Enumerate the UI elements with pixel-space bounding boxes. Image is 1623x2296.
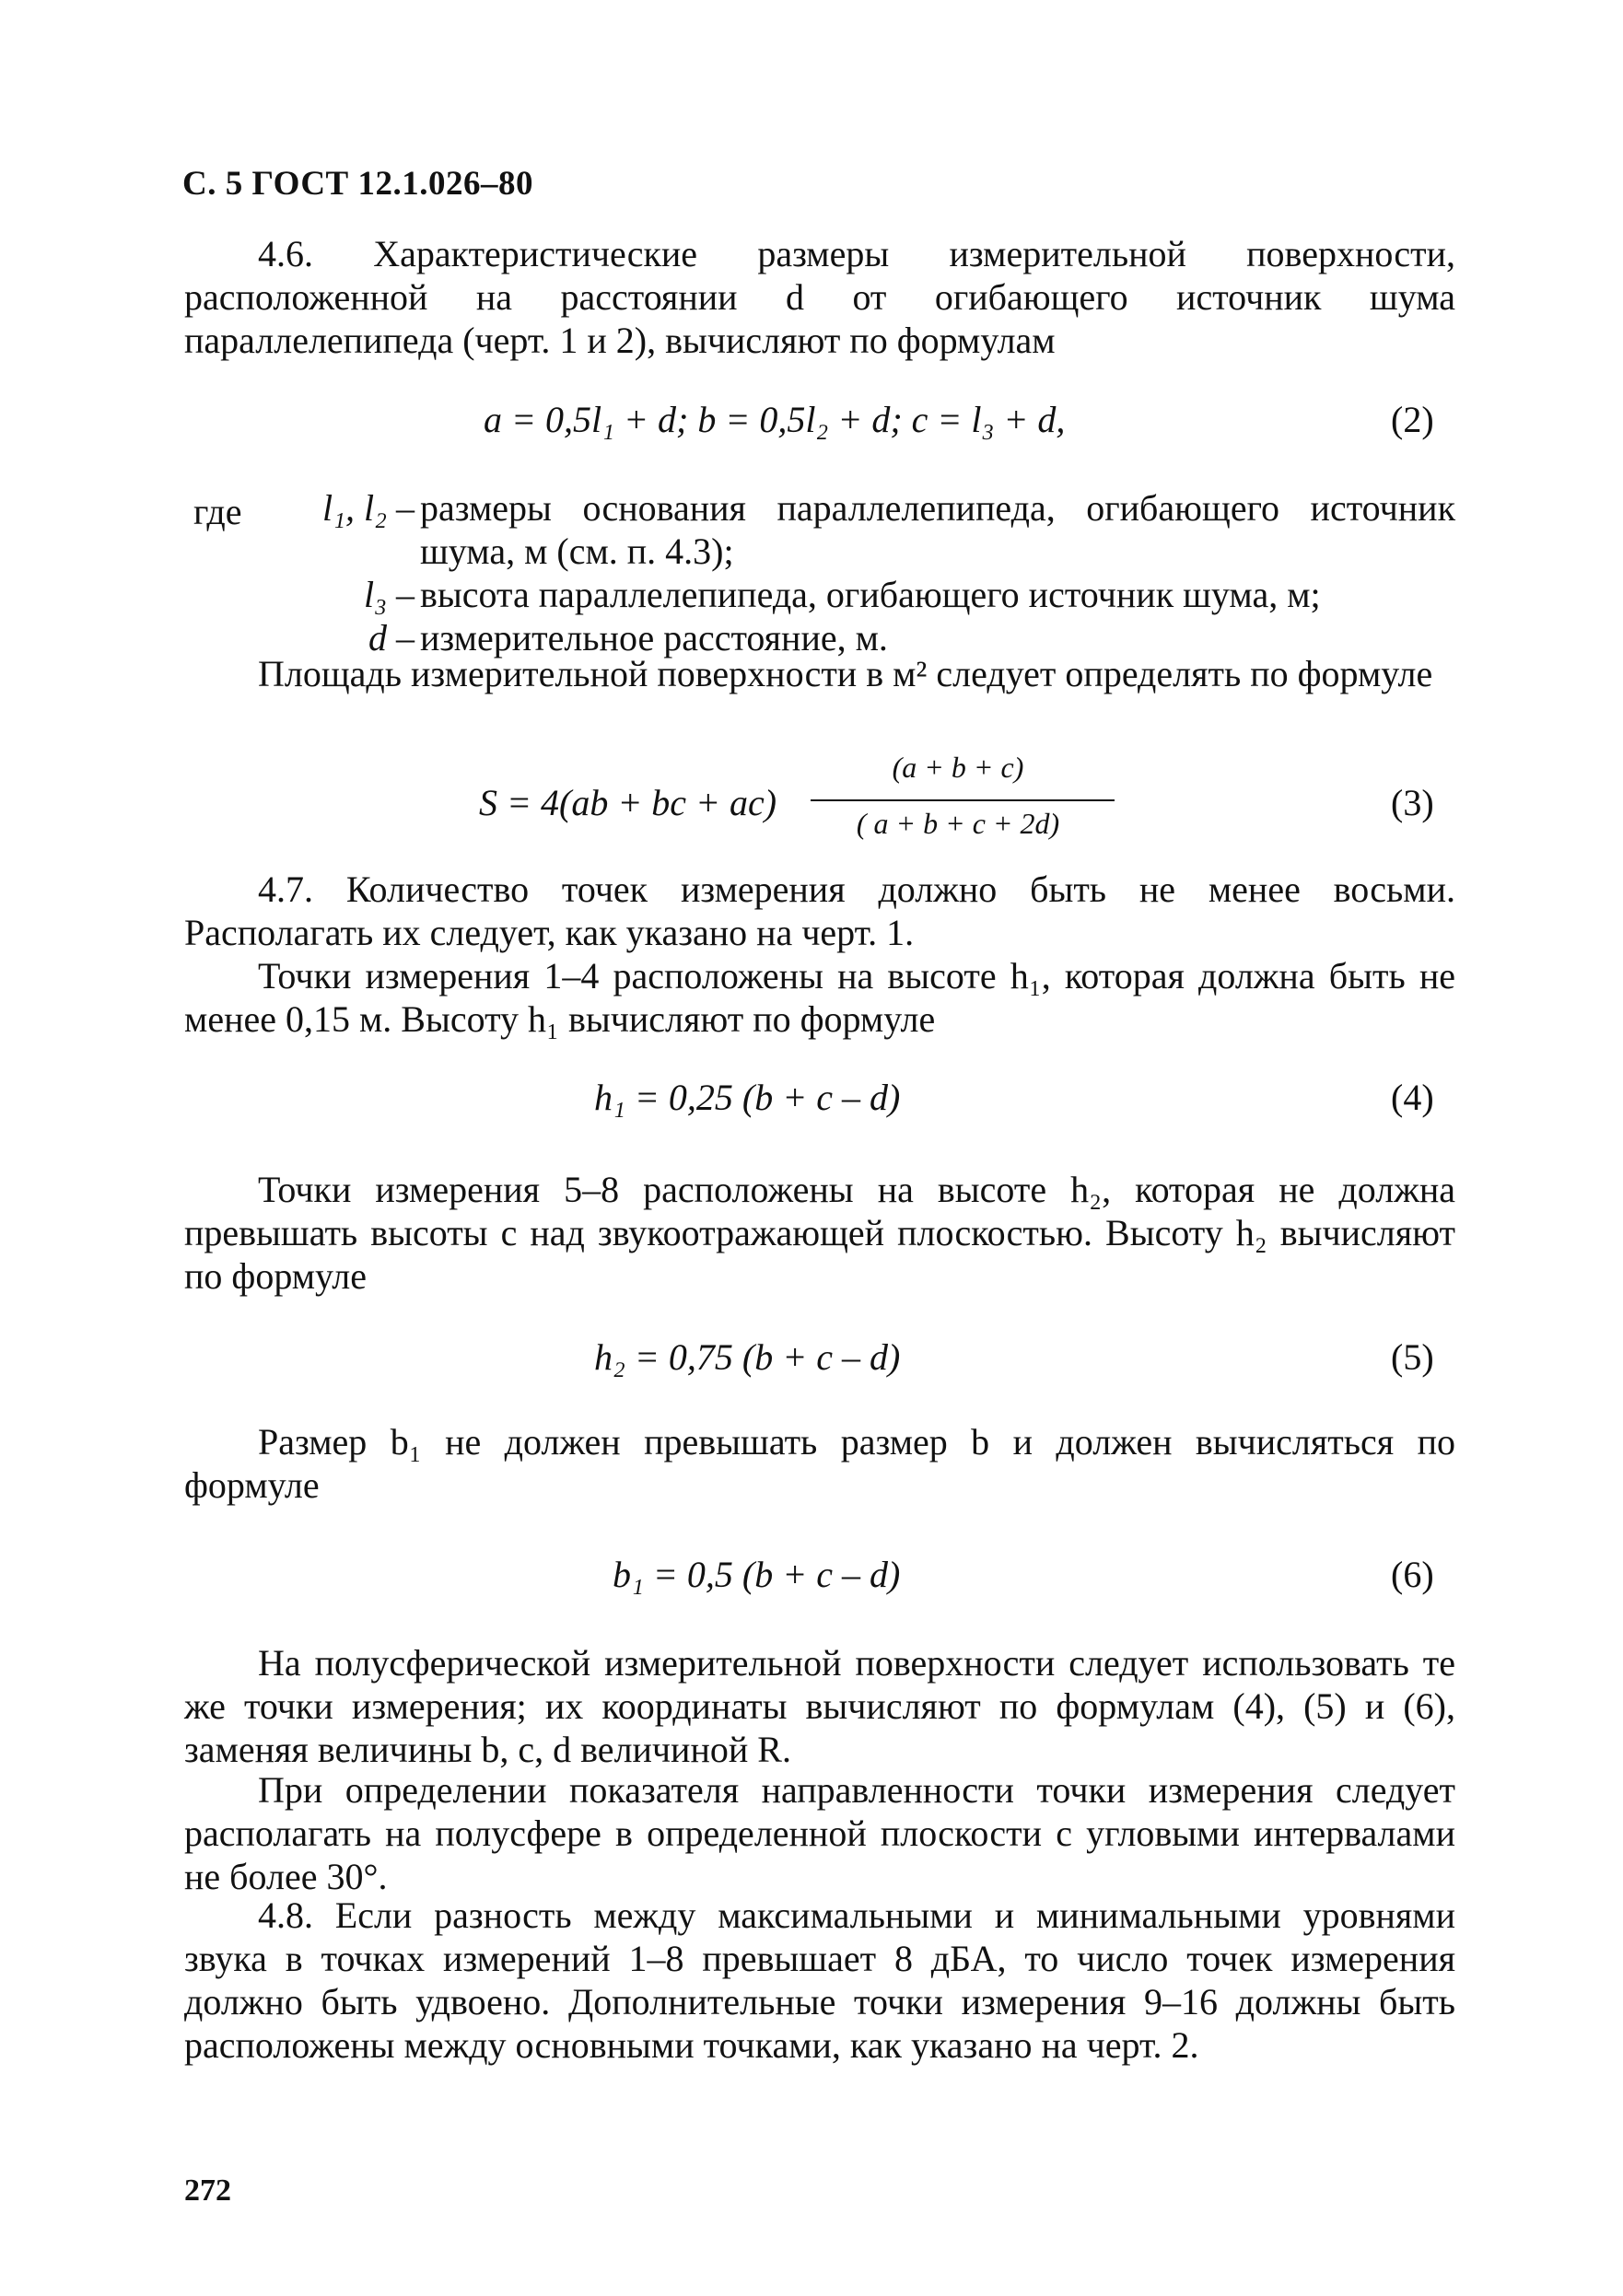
paragraph-points-5-8: Точки измерения 5–8 расположены на высоте h₂, которая не должна превышать высоты c над звукоотражающей плоскостью. Высоту h₂ вычисляют по формуле: [184, 1169, 1455, 1297]
fraction-line: [811, 799, 1115, 801]
paragraph-directivity: При определении показателя направленности точки измерения следует располагать на полусфере в определенной плоскости с угловыми интервалами не более 30°.: [184, 1769, 1455, 1897]
definition-symbol: l₃ –: [363, 574, 415, 615]
paragraph-4-6: 4.6. Характеристические размеры измерительной поверхности, расположенной на расстоянии d от огибающего источник шума параллелепипеда (черт. 1 и 2), вычисляют по формулам: [184, 233, 1455, 361]
formula-5-number: (5): [1391, 1336, 1434, 1378]
definition-symbol: d –: [368, 617, 415, 658]
page-header: С. 5 ГОСТ 12.1.026–80: [182, 165, 533, 203]
definition-text: высота параллелепипеда, огибающего источник шума, м;: [420, 574, 1321, 615]
page-number: 272: [184, 2174, 231, 2208]
formula-3-denominator: ( a + b + c + 2d): [856, 807, 1060, 840]
definition-text: размеры основания параллелепипеда, огибающего источник шума, м (см. п. 4.3);: [420, 487, 1455, 572]
formula-4-number: (4): [1391, 1077, 1434, 1118]
definition-text: измерительное расстояние, м.: [420, 617, 888, 658]
formula-5: h₂ = 0,75 (b + c – d): [594, 1336, 901, 1378]
formula-2: a = 0,5l₁ + d; b = 0,5l₂ + d; c = l₃ + d,: [484, 399, 1066, 440]
paragraph-b1: Размер b₁ не должен превышать размер b и должен вычисляться по формуле: [184, 1421, 1455, 1506]
definitions-list: [258, 486, 1455, 659]
paragraph-points-1-4: Точки измерения 1–4 расположены на высоте h₁, которая должна быть не менее 0,15 м. Высоту h₁ вычисляют по формуле: [184, 955, 1455, 1040]
formula-3-numerator: (a + b + c): [892, 751, 1024, 784]
formula-3-number: (3): [1391, 782, 1434, 823]
formula-3-left: S = 4(ab + bc + ac): [479, 782, 777, 823]
formula-4: h₁ = 0,25 (b + c – d): [594, 1077, 901, 1118]
definition-symbol: l₁, l₂ –: [321, 487, 415, 529]
where-label: где: [193, 491, 242, 532]
definition-item: [258, 573, 1455, 616]
paragraph-area: Площадь измерительной поверхности в м² следует определять по формуле: [258, 653, 1433, 694]
paragraph-4-8: 4.8. Если разность между максимальными и минимальными уровнями звука в точках измерений 1–8 превышает 8 дБА, то число точек измерения должно быть удвоено. Дополнительные точки измерения 9–16 должны быть расположены между основными точками, как указано на черт. 2.: [184, 1894, 1455, 2066]
formula-2-number: (2): [1391, 399, 1434, 440]
formula-6-number: (6): [1391, 1554, 1434, 1595]
paragraph-4-7: 4.7. Количество точек измерения должно быть не менее восьми. Располагать их следует, как указано на черт. 1.: [184, 868, 1455, 953]
definition-item: [258, 486, 1455, 573]
formula-6: b₁ = 0,5 (b + c – d): [613, 1554, 901, 1595]
paragraph-hemisphere: На полусферической измерительной поверхности следует использовать те же точки измерения; их координаты вычисляют по формулам (4), (5) и (6), заменяя величины b, c, d величиной R.: [184, 1642, 1455, 1770]
